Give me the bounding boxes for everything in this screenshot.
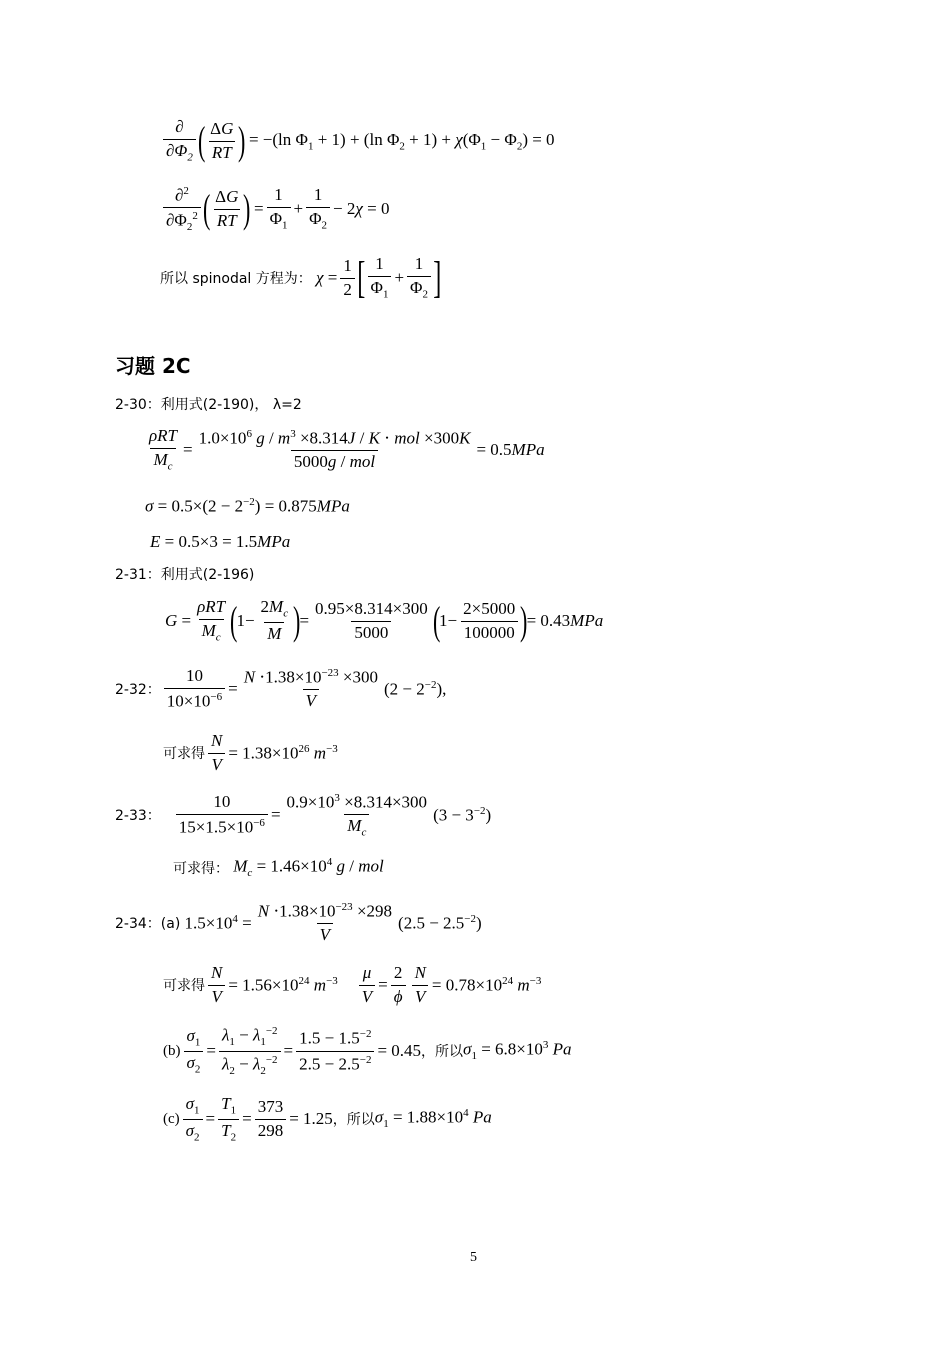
page-number: 5	[470, 1250, 477, 1265]
problem-2-34c-label: (c)	[163, 1110, 180, 1127]
spinodal-label: 所以 spinodal 方程为：	[160, 271, 312, 287]
equation-2-34a-result: 可求得 $\frac{N}{V}$ = $1.56\times 10^{24}$ $m^{-3}$ $\frac{\mu}{V}$ = $\frac{2}{\phi}$ $\frac{N}{V}$ = $0.78\times 10^{24}$ $m^{-3}$	[163, 962, 542, 1006]
problem-2-34-label: 2-34：(a)	[115, 916, 181, 932]
equation-first-derivative: $\frac{\partial}{\partial\Phi_2}$ ( $\frac{\Delta G}{RT}$ ) = −(ln $\Phi_1 + 1) + (\ln$ $\Phi_2 + 1) + \chi(\Phi_1 - \Phi_2) = 0$	[160, 116, 555, 166]
equation-2-32-result: 可求得 $\frac{N}{V}$ = $1.38\times 10^{26}$ $m^{-3}$	[163, 730, 338, 774]
problem-2-32-label: 2-32：	[115, 682, 161, 698]
section-heading: 习题 2C	[115, 354, 191, 378]
equation-2-30-sigma: $\sigma = 0.5\times(2 - 2^{-2}) = 0.875MPa$	[145, 495, 350, 516]
equation-2-33: 2-33： $\frac{10}{15\times 1.5\times 10^{-6}}$ = $\frac{0.9\times 10^3 \times 8.314\times 300}{M_c}$ $(3 - 3^{-2})$	[115, 791, 492, 839]
problem-2-31-label: 2-31：利用式(2-196)	[115, 567, 255, 583]
equation-2-34a: 2-34：(a) $1.5\times 10^4$ = $\frac{N \cdot 1.38\times 10^{-23} \times 298}{V}$ $(2.5 - 2.5^{-2})$	[115, 900, 482, 945]
problem-2-33-result-label: 可求得：	[173, 861, 229, 877]
problem-2-34b-so-label: ，所以	[421, 1044, 464, 1060]
equation-2-34b: (b) $\frac{\sigma_1}{\sigma_2}$ = $\frac{\lambda_1 - \lambda_1^{-2}}{\lambda_2 - \lambda_2^{-2}}$ = $\frac{1.5 - 1.5^{-2}}{2.5 - 2.5^{-2}}$ = 0.45 ，所以 $\sigma_1 = 6.8\times 10^3$ Pa	[163, 1025, 572, 1077]
equation-second-derivative: $\frac{\partial^2}{\partial\Phi_2^2}$ ( $\frac{\Delta G}{RT}$ ) = $\frac{1}{\Phi_1}$ + $\frac{1}{\Phi_2}$ − 2χ = 0	[160, 184, 389, 234]
problem-2-33-label: 2-33：	[115, 808, 161, 824]
problem-2-34b-label: (b)	[163, 1042, 181, 1059]
equation-2-32: 2-32： $\frac{10}{10\times 10^{-6}}$ = $\frac{N \cdot 1.38\times 10^{-23} \times 300}{V}$ $(2 - 2^{-2})$,	[115, 665, 447, 711]
equation-2-30-rt-over-mc: $\frac{\text{ρRT}}{M_c}$ = $\frac{1.0\times 10^6 g / m^3 \times 8.314J / K \cdot mol \times 300K}{\text{5000g / mol}}$ = 0.5MPa	[149, 426, 545, 473]
problem-2-30-label: 2-30：利用式(2-190)， λ=2	[115, 397, 302, 413]
problem-2-34-result-label: 可求得	[163, 978, 205, 994]
equation-2-33-result: 可求得： $M_c = 1.46\times 10^4$ g / mol	[173, 856, 384, 880]
equation-2-31-shear-modulus: G = $\frac{\text{ρRT}}{M_c}$ ( 1− $\frac{2M_c}{M}$ ) = $\frac{0.95\times 8.314\times 300}{5000}$ ( 1− $\frac{2\times 5000}{100000}$ ) = 0.43MPa	[165, 597, 604, 644]
equation-2-30-modulus: E = 0.5×3 = 1.5MPa	[150, 532, 291, 551]
equation-spinodal: 所以 spinodal 方程为： χ = $\frac{1}{2}$ [ $\frac{1}{\Phi_1}$ + $\frac{1}{\Phi_2}$ ]	[160, 253, 442, 302]
problem-2-34c-so-label: ，所以	[332, 1112, 375, 1128]
problem-2-32-result-label: 可求得	[163, 746, 205, 762]
equation-2-34c: (c) $\frac{\sigma_1}{\sigma_2}$ = $\frac{T_1}{T_2}$ = $\frac{373}{298}$ = 1.25 ，所以 $\sigma_1 = 1.88\times 10^4$ Pa	[163, 1094, 492, 1143]
